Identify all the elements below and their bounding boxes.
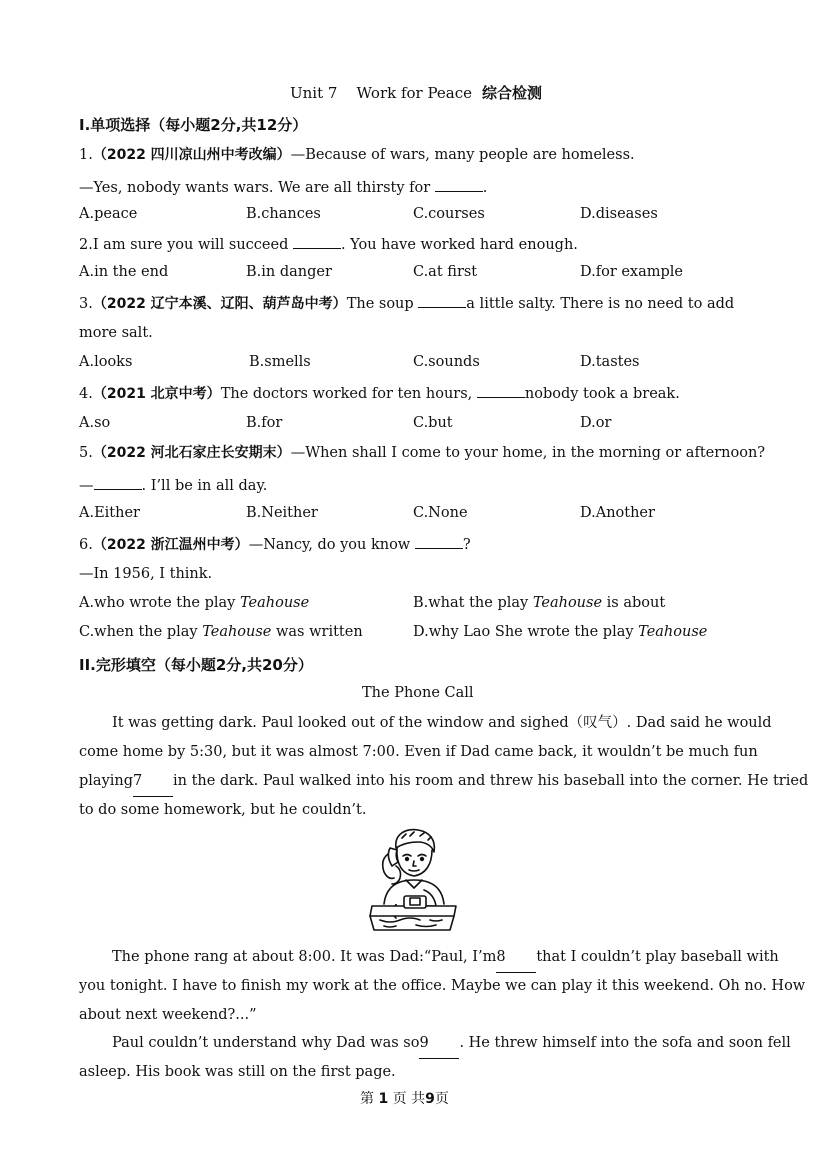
answer-blank (435, 179, 483, 192)
boy-on-phone-illustration (366, 826, 462, 934)
q5-stem: 5.（2022 河北石家庄长安期末）—When shall I come to your home, in the morning or afternoon? (79, 445, 766, 461)
q5-option-a: A.Either (79, 505, 140, 521)
title-cn: 综合检测 (482, 84, 543, 102)
section1-heading: I.单项选择（每小题2分,共12分） (79, 116, 308, 134)
answer-blank (415, 536, 463, 549)
cloze-blank-8: 8 (496, 943, 536, 973)
q2-option-d: D.for example (580, 264, 684, 280)
q1-option-a: A.peace (79, 206, 138, 222)
q1-stem-line2: —Yes, nobody wants wars. We are all thirsty for . (79, 180, 488, 196)
q3-stem: 3.（2022 辽宁本溪、辽阳、葫芦岛中考）The soup a little salty. There is no need to add (79, 296, 735, 312)
cloze-blank-9: 9 (419, 1029, 459, 1059)
q1-option-b: B.chances (246, 206, 321, 222)
q4-option-c: C.but (413, 415, 453, 431)
q6-source: （2022 浙江温州中考） (92, 537, 249, 553)
q2-stem: 2.I am sure you will succeed . You have worked hard enough. (79, 237, 578, 253)
story-paragraph-3: Paul couldn’t understand why Dad was so9 . He threw himself into the sofa and soon fell asleep. His book was still on the first page. (79, 1029, 748, 1087)
answer-blank (293, 236, 341, 249)
q6-stem-line2: —In 1956, I think. (79, 566, 213, 582)
q6-option-a: A.who wrote the play Teahouse (79, 595, 310, 611)
q1-source: （2022 四川凉山州中考改编） (92, 147, 291, 163)
q5-stem-line2: — . I’ll be in all day. (79, 478, 268, 494)
title-en: Unit 7 Work for Peace (290, 84, 473, 102)
q2-option-c: C.at first (413, 264, 478, 280)
q3-source: （2022 辽宁本溪、辽阳、葫芦岛中考） (92, 296, 347, 312)
page-number: 1 (378, 1091, 389, 1107)
q3-option-d: D.tastes (580, 354, 640, 370)
answer-blank (477, 385, 525, 398)
q6-stem: 6.（2022 浙江温州中考）—Nancy, do you know ? (79, 537, 471, 553)
q1-stem: 1.（2022 四川凉山州中考改编）—Because of wars, many people are homeless. (79, 147, 635, 163)
q1-option-c: C.courses (413, 206, 485, 222)
q6-option-c: C.when the play Teahouse was written (79, 624, 363, 640)
answer-blank (94, 477, 142, 490)
q2-option-b: B.in danger (246, 264, 332, 280)
q4-option-d: D.or (580, 415, 612, 431)
q2-option-a: A.in the end (79, 264, 169, 280)
q3-option-a: A.looks (79, 354, 133, 370)
story-title: The Phone Call (362, 685, 474, 701)
answer-blank (418, 295, 466, 308)
q5-option-c: C.None (413, 505, 468, 521)
q3-stem-cont: more salt. (79, 325, 153, 341)
q6-option-b: B.what the play Teahouse is about (413, 595, 666, 611)
story-paragraph-2: The phone rang at about 8:00. It was Dad:“Paul, I’m8 that I couldn’t play baseball with you tonight. I have to finish my work at the office. Maybe we can play it this weekend. Oh no. How about next weekend?...” (79, 943, 748, 1030)
q1-option-d: D.diseases (580, 206, 658, 222)
cloze-blank-7: 7 (133, 767, 173, 797)
page-total: 9 (425, 1091, 435, 1107)
q4-stem: 4.（2021 北京中考）The doctors worked for ten hours, nobody took a break. (79, 386, 680, 402)
q3-option-b: B.smells (249, 354, 311, 370)
q5-option-d: D.Another (580, 505, 655, 521)
q3-option-c: C.sounds (413, 354, 480, 370)
page-title (290, 82, 542, 103)
section2-heading: II.完形填空（每小题2分,共20分） (79, 656, 313, 674)
q4-source: （2021 北京中考） (92, 386, 221, 402)
q5-source: （2022 河北石家庄长安期末） (92, 445, 291, 461)
story-paragraph-1: It was getting dark. Paul looked out of the window and sighed（叹气）. Dad said he would come home by 5:30, but it was almost 7:00. Even if Dad came back, it wouldn’t be much fun playing7 in the dark. Paul walked into his room and threw his baseball into the corner. He tried to do some homework, but he couldn’t. (79, 715, 809, 818)
page-footer: 第 1 页 共9页 (360, 1091, 449, 1107)
q5-option-b: B.Neither (246, 505, 318, 521)
q6-option-d: D.why Lao She wrote the play Teahouse (413, 624, 708, 640)
q4-option-a: A.so (79, 415, 111, 431)
q4-option-b: B.for (246, 415, 283, 431)
